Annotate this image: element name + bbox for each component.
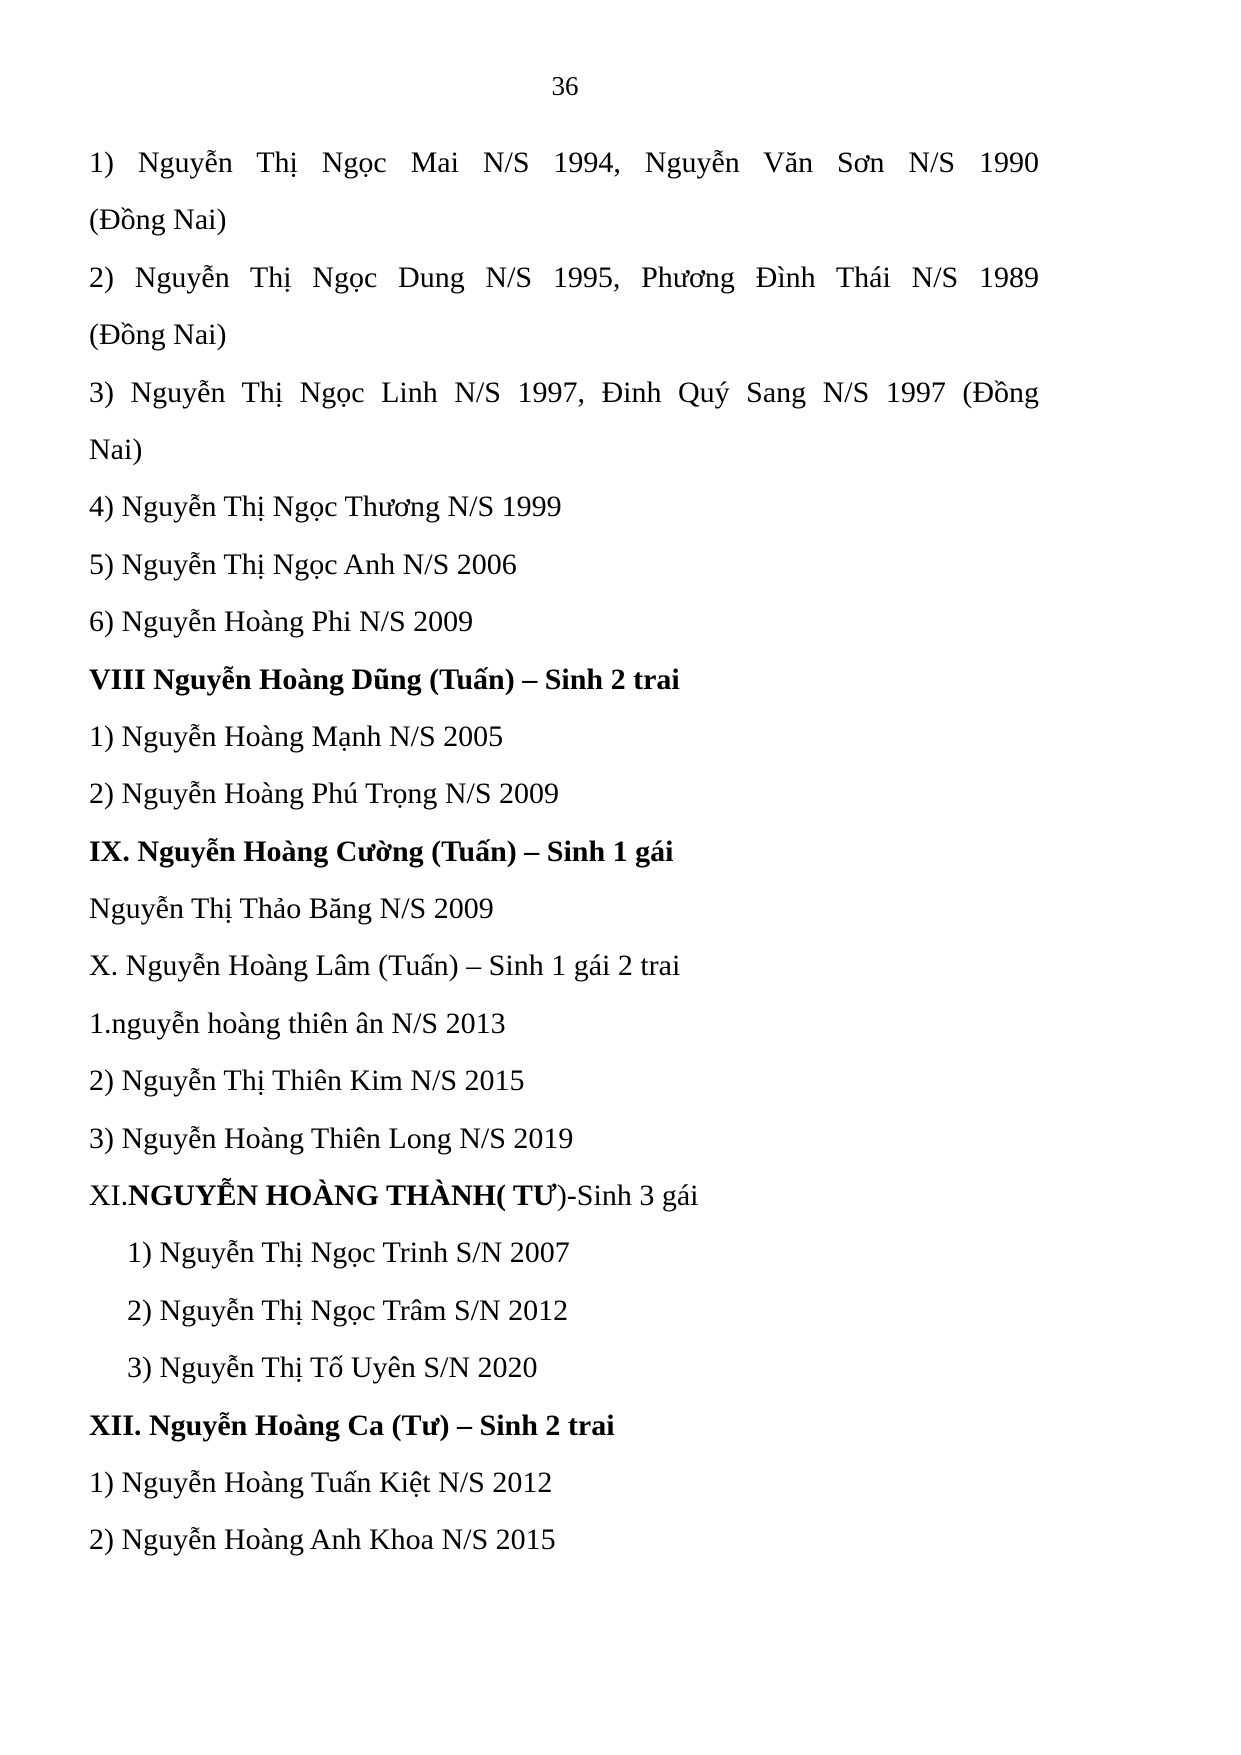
text-line: Nguyễn Thị Thảo Băng N/S 2009 xyxy=(89,892,494,926)
text-line: 1.nguyễn hoàng thiên ân N/S 2013 xyxy=(89,1006,506,1040)
text-line: Nai) xyxy=(89,432,143,466)
page-number: 36 xyxy=(551,71,579,101)
text-line: 2) Nguyễn Hoàng Anh Khoa N/S 2015 xyxy=(89,1523,556,1557)
text-line: 1) Nguyễn Thị Ngọc Trinh S/N 2007 xyxy=(127,1236,570,1270)
text-line: 3) Nguyễn Thị Ngọc Linh N/S 1997, Đinh Quý Sang N/S 1997 (Đồng xyxy=(89,375,1039,409)
text-line: 1) Nguyễn Thị Ngọc Mai N/S 1994, Nguyễn Văn Sơn N/S 1990 xyxy=(89,146,1039,179)
text-line: 1) Nguyễn Hoàng Mạnh N/S 2005 xyxy=(89,719,504,753)
text-line: (Đồng Nai) xyxy=(89,318,227,352)
heading-name: NGUYỄN HOÀNG THÀNH( TƯ xyxy=(128,1179,557,1213)
section-heading xyxy=(89,1167,1039,1224)
text-line: 2) Nguyễn Thị Ngọc Trâm S/N 2012 xyxy=(127,1293,569,1327)
text-line: 5) Nguyễn Thị Ngọc Anh N/S 2006 xyxy=(89,547,517,581)
text-line: 3) Nguyễn Thị Tố Uyên S/N 2020 xyxy=(127,1351,538,1385)
text-line: 3) Nguyễn Hoàng Thiên Long N/S 2019 xyxy=(89,1121,574,1155)
heading-suffix: )-Sinh 3 gái xyxy=(556,1179,699,1213)
section-heading: IX. Nguyễn Hoàng Cường (Tuấn) – Sinh 1 gái xyxy=(89,834,674,868)
section-heading: XII. Nguyễn Hoàng Ca (Tư) – Sinh 2 trai xyxy=(89,1408,615,1442)
section-heading: X. Nguyễn Hoàng Lâm (Tuấn) – Sinh 1 gái 2 trai xyxy=(89,949,681,983)
document-body xyxy=(89,134,1039,1569)
text-line: 4) Nguyễn Thị Ngọc Thương N/S 1999 xyxy=(89,490,562,524)
text-line: (Đồng Nai) xyxy=(89,203,227,237)
text-line: 6) Nguyễn Hoàng Phi N/S 2009 xyxy=(89,605,474,639)
text-line: 2) Nguyễn Hoàng Phú Trọng N/S 2009 xyxy=(89,777,560,811)
text-line: 1) Nguyễn Hoàng Tuấn Kiệt N/S 2012 xyxy=(89,1465,553,1499)
text-line: 2) Nguyễn Thị Thiên Kim N/S 2015 xyxy=(89,1064,525,1098)
section-heading: VIII Nguyễn Hoàng Dũng (Tuấn) – Sinh 2 trai xyxy=(89,662,680,696)
heading-prefix: XI. xyxy=(89,1179,129,1213)
text-line: 2) Nguyễn Thị Ngọc Dung N/S 1995, Phương Đình Thái N/S 1989 xyxy=(89,260,1039,294)
